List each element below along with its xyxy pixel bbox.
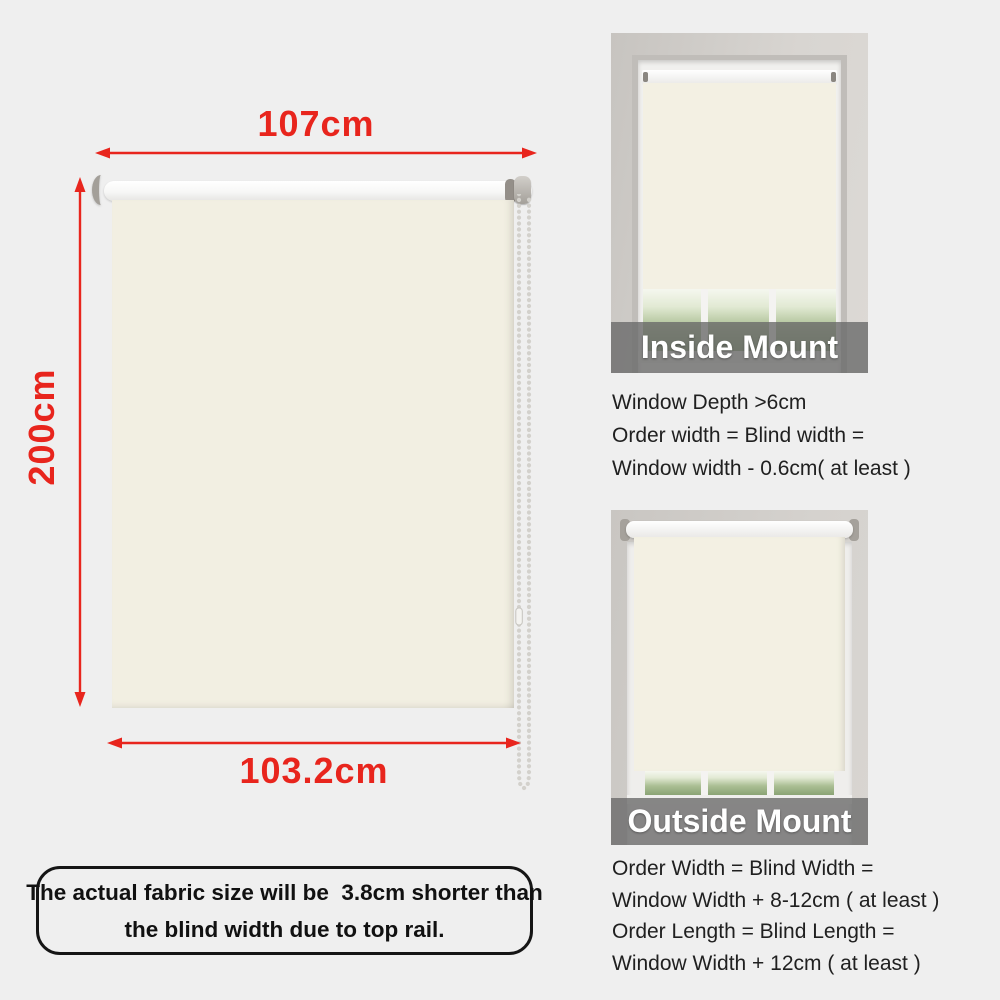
spec-line: Order Length = Blind Length = <box>612 920 895 943</box>
pane-divider <box>701 771 708 795</box>
spec-line: Window width - 0.6cm( at least ) <box>612 457 911 480</box>
blind-fabric <box>112 200 514 708</box>
pane-divider <box>767 771 774 795</box>
height-arrow-icon <box>72 176 88 708</box>
spec-line: Window Width + 8-12cm ( at least ) <box>612 888 940 912</box>
note-box <box>26 866 543 955</box>
outside-mount-banner-label: Outside Mount <box>627 803 852 839</box>
spec-line: Window Width + 12cm ( at least ) <box>612 951 921 975</box>
tube-bracket-icon <box>643 72 648 82</box>
height-dimension-label: 200cm <box>21 368 62 486</box>
width-arrow-icon <box>94 145 538 161</box>
inside-mount-specs <box>612 386 942 485</box>
blind-fabric <box>634 537 845 771</box>
blind-top-rail <box>104 181 532 201</box>
spec-line: Order Width = Blind Width = <box>612 857 874 880</box>
note-line-2: the blind width due to top rail. <box>124 916 445 942</box>
left-bracket-icon <box>92 175 110 205</box>
outside-mount-banner <box>611 798 868 845</box>
note-line-1: The actual fabric size will be 3.8cm shorter than <box>26 879 543 905</box>
outside-mount-specs <box>612 853 952 979</box>
outside-mount-photo <box>611 510 868 845</box>
width-dimension-label: 107cm <box>257 103 375 144</box>
spec-line: Window Depth >6cm <box>612 391 807 414</box>
chain-connector <box>516 608 523 625</box>
tube-bracket-icon <box>831 72 836 82</box>
fabric-width-dimension-label: 103.2cm <box>239 750 389 791</box>
inside-mount-photo <box>611 33 868 373</box>
inside-mount-banner-label: Inside Mount <box>640 329 839 365</box>
spec-line: Order width = Blind width = <box>612 424 865 447</box>
blind-fabric <box>643 83 836 289</box>
roller-tube <box>626 521 853 538</box>
inside-mount-banner <box>611 322 868 373</box>
pull-chain-icon <box>513 194 535 794</box>
window-view-grass <box>645 771 834 795</box>
fabric-width-arrow-icon <box>106 735 522 751</box>
